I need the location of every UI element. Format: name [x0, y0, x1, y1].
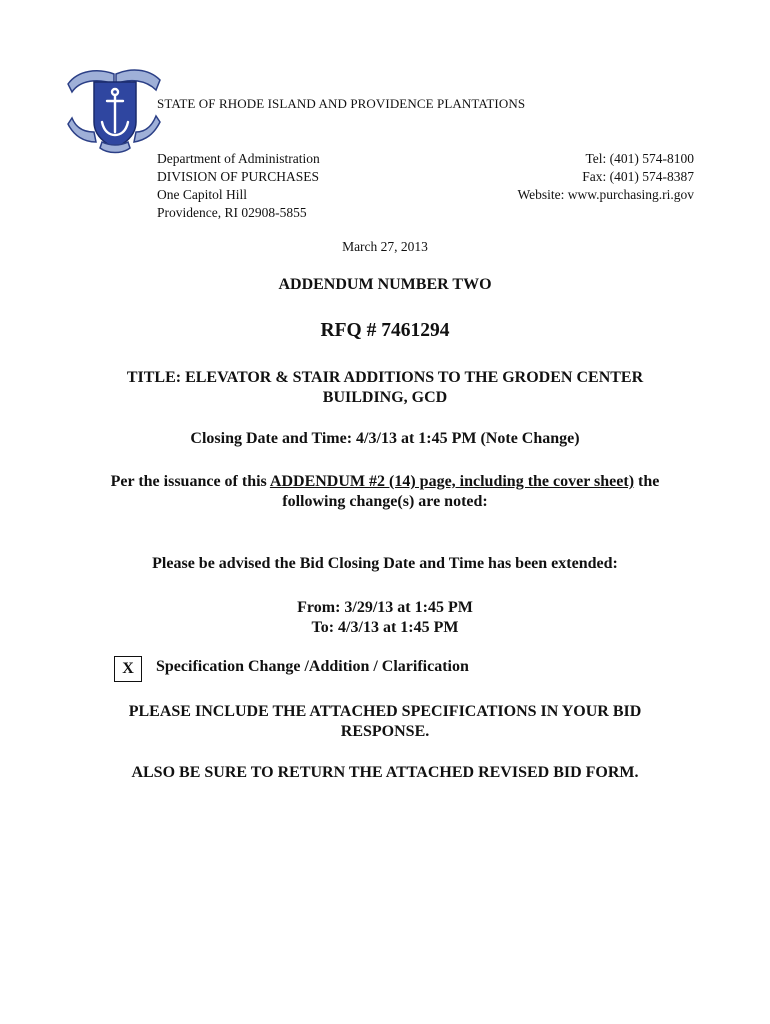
document-date: March 27, 2013: [342, 239, 428, 254]
division-name: DIVISION OF PURCHASES: [157, 169, 320, 184]
issuance-line-1: [0, 472, 770, 492]
rfq-title: [0, 368, 770, 408]
issuance-suffix: the: [634, 473, 660, 490]
addendum-heading: ADDENDUM NUMBER TWO: [278, 276, 492, 293]
to-date: To: 4/3/13 at 1:45 PM: [311, 619, 459, 636]
department-name: Department of Administration: [157, 151, 320, 166]
rfq-number: RFQ # 7461294: [320, 320, 450, 341]
issuance-statement: [0, 472, 770, 512]
website: Website: www.purchasing.ri.gov: [517, 187, 694, 202]
closing-date: Closing Date and Time: 4/3/13 at 1:45 PM (Note Change): [190, 430, 580, 447]
return-bid-form-notice: ALSO BE SURE TO RETURN THE ATTACHED REVISED BID FORM.: [131, 764, 639, 781]
rfq-title-line-1: TITLE: ELEVATOR & STAIR ADDITIONS TO THE GRODEN CENTER: [126, 369, 644, 386]
include-specs-line-2: RESPONSE.: [340, 723, 430, 740]
street-address: One Capitol Hill: [157, 187, 247, 202]
issuance-prefix: Per the issuance of this: [110, 473, 270, 490]
from-date: From: 3/29/13 at 1:45 PM: [297, 599, 473, 616]
addendum-reference: ADDENDUM #2 (14) page, including the cover sheet): [269, 473, 635, 490]
state-seal-icon: [64, 62, 164, 158]
division-address: [157, 150, 320, 222]
rfq-title-line-2: BUILDING, GCD: [322, 389, 448, 406]
fax: Fax: (401) 574-8387: [582, 169, 694, 184]
spec-change-label: Specification Change /Addition / Clarification: [156, 658, 469, 675]
issuance-line-2: following change(s) are noted:: [282, 493, 488, 510]
date-change: [0, 598, 770, 638]
extension-notice: Please be advised the Bid Closing Date and Time has been extended:: [152, 555, 618, 572]
state-name: STATE OF RHODE ISLAND AND PROVIDENCE PLANTATIONS: [157, 96, 526, 111]
include-specs-line-1: PLEASE INCLUDE THE ATTACHED SPECIFICATIONS IN YOUR BID: [128, 703, 642, 720]
city-address: Providence, RI 02908-5855: [157, 205, 307, 220]
spec-change-checkbox: X: [114, 656, 142, 682]
telephone: Tel: (401) 574-8100: [585, 151, 694, 166]
contact-info: [517, 150, 694, 204]
include-specs-notice: [0, 702, 770, 742]
